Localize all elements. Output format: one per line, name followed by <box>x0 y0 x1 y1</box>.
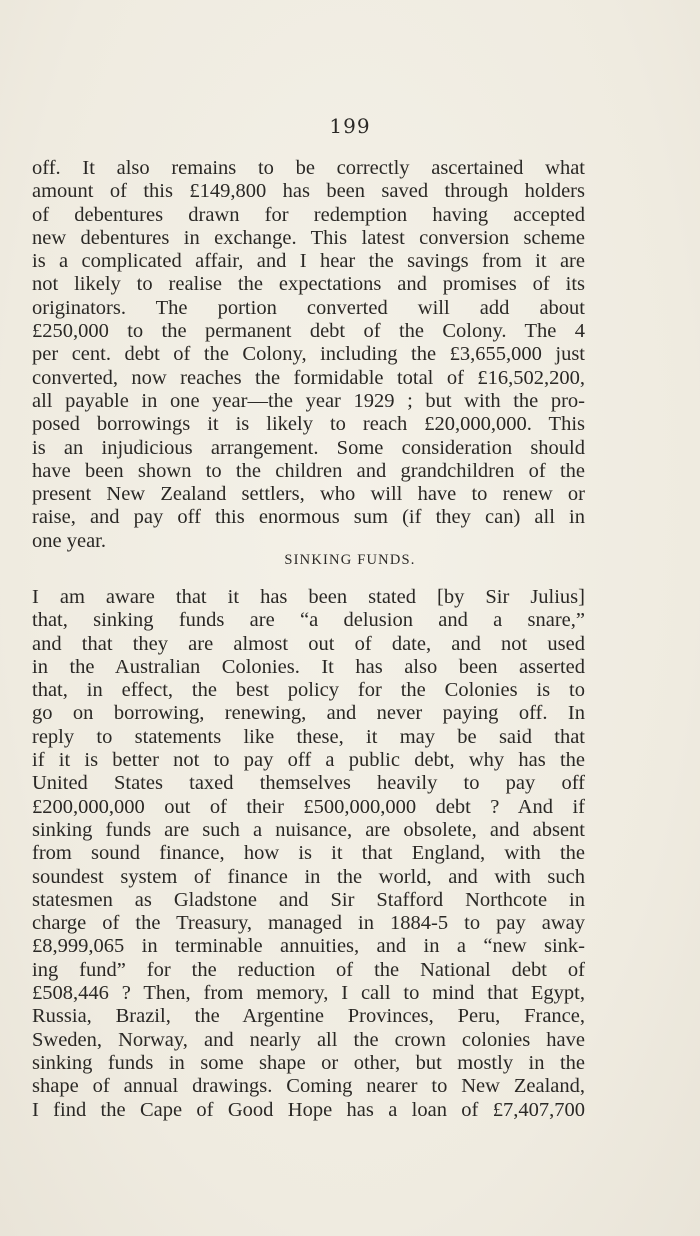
text-line: and that they are almost out of date, and not used <box>32 632 585 655</box>
page-number: 199 <box>329 114 371 138</box>
paragraph-sinking-funds <box>32 586 585 1122</box>
text-line: in the Australian Colonies. It has also been asserted <box>32 655 585 678</box>
text-line: if it is better not to pay off a public debt, why has the <box>32 749 585 772</box>
text-line: one year. <box>32 529 106 552</box>
text-line: statesmen as Gladstone and Sir Stafford Northcote in <box>32 888 585 911</box>
text-line: converted, now reaches the formidable total of £16,502,200, <box>32 366 585 389</box>
text-line: Sweden, Norway, and nearly all the crown colonies have <box>32 1028 585 1051</box>
text-line: raise, and pay off this enormous sum (if they can) all in <box>32 506 585 529</box>
text-line: soundest system of finance in the world, and with such <box>32 865 585 888</box>
text-line: £8,999,065 in terminable annuities, and in a “new sink- <box>32 935 585 958</box>
paragraph-debt-conversion <box>32 157 585 553</box>
text-line: go on borrowing, renewing, and never paying off. In <box>32 702 585 725</box>
text-line: of debentures drawn for redemption having accepted <box>32 203 585 226</box>
text-line: I am aware that it has been stated [by Sir Julius] <box>32 586 585 608</box>
text-line: United States taxed themselves heavily to pay off <box>32 772 585 795</box>
text-line: that, sinking funds are “a delusion and a snare,” <box>32 609 585 632</box>
text-line: not likely to realise the expectations and promises of its <box>32 273 585 296</box>
text-line: Russia, Brazil, the Argentine Provinces, Peru, France, <box>32 1005 585 1028</box>
text-line: posed borrowings it is likely to reach £20,000,000. This <box>32 413 585 436</box>
text-line: have been shown to the children and grandchildren of the <box>32 459 585 482</box>
text-line: that, in effect, the best policy for the Colonies is to <box>32 679 585 702</box>
text-line: reply to statements like these, it may be said that <box>32 725 585 748</box>
text-line: from sound finance, how is it that England, with the <box>32 842 585 865</box>
text-line: ing fund” for the reduction of the National debt of <box>32 958 585 981</box>
text-line: sinking funds are such a nuisance, are obsolete, and absent <box>32 818 585 841</box>
text-line: charge of the Treasury, managed in 1884-5 to pay away <box>32 912 585 935</box>
section-heading: SINKING FUNDS. <box>284 552 416 568</box>
text-line: present New Zealand settlers, who will have to renew or <box>32 483 585 506</box>
text-line: all payable in one year—the year 1929 ; but with the pro- <box>32 389 585 412</box>
text-line: originators. The portion converted will add about <box>32 296 585 319</box>
text-line: new debentures in exchange. This latest conversion scheme <box>32 226 585 249</box>
text-line: is an injudicious arrangement. Some consideration should <box>32 436 585 459</box>
text-line: shape of annual drawings. Coming nearer to New Zealand, <box>32 1075 585 1098</box>
text-line: I find the Cape of Good Hope has a loan of £7,407,700 <box>32 1098 585 1121</box>
text-line: sinking funds in some shape or other, but mostly in the <box>32 1051 585 1074</box>
text-line: £250,000 to the permanent debt of the Colony. The 4 <box>32 320 585 343</box>
text-line: £200,000,000 out of their £500,000,000 debt ? And if <box>32 795 585 818</box>
text-line: is a complicated affair, and I hear the savings from it are <box>32 250 585 273</box>
text-line: off. It also remains to be correctly ascertained what <box>32 157 585 179</box>
text-line: per cent. debt of the Colony, including the £3,655,000 just <box>32 343 585 366</box>
text-line: £508,446 ? Then, from memory, I call to mind that Egypt, <box>32 982 585 1005</box>
text-line: amount of this £149,800 has been saved through holders <box>32 180 585 203</box>
